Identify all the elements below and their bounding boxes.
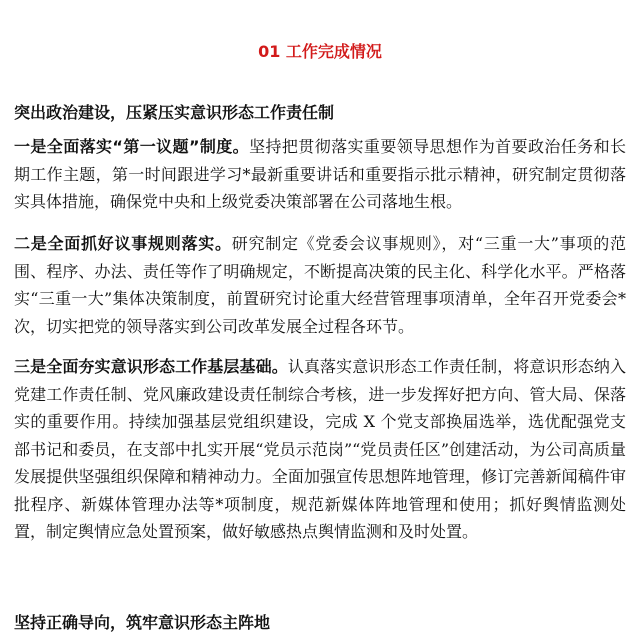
section-heading: 突出政治建设，压紧压实意识形态工作责任制 — [14, 103, 335, 122]
paragraph-lead: 一是全面落实“第一议题”制度。 — [14, 137, 250, 156]
paragraph — [14, 353, 626, 546]
page-title: 01 工作完成情况 — [258, 42, 382, 61]
paragraph-body: 坚持把贯彻落实重要领导思想作为首要政治任务和长期工作主题，第一时间跟进学习*最新重要讲话和重要指示批示精神，研究制定贯彻落实具体措施，确保党中央和上级党委决策部署在公司落地生根。 — [14, 137, 626, 211]
paragraph-lead: 三是全面夯实意识形态工作基层基础。 — [14, 357, 288, 376]
paragraph-body: 认真落实意识形态工作责任制，将意识形态纳入党建工作责任制、党风廉政建设责任制综合考核，进一步发挥好把方向、管大局、保落实的重要作用。持续加强基层党组织建设，完成 X 个党支部换届选举，选优配强党支部书记和委员，在支部中扎实开展“党员示范岗”“党员责任区”创建活动，为公司高质量发展提供坚强组织保障和精神动力。全面加强宣传思想阵地管理，修订完善新闻稿件审批程序、新媒体管理办法等*项制度，规范新媒体阵地管理和使用；抓好舆情监测处置，制定舆情应急处置预案，做好敏感热点舆情监测和及时处置。 — [14, 357, 626, 541]
paragraph — [14, 230, 626, 340]
paragraph-lead: 二是全面抓好议事规则落实。 — [14, 234, 232, 253]
section-heading: 坚持正确导向，筑牢意识形态主阵地 — [14, 613, 271, 632]
paragraph-body: 研究制定《党委会议事规则》，对“三重一大”事项的范围、程序、办法、责任等作了明确规定，不断提高决策的民主化、科学化水平。严格落实“三重一大”集体决策制度，前置研究讨论重大经营管理事项清单，全年召开党委会*次，切实把党的领导落实到公司改革发展全过程各环节。 — [14, 234, 626, 336]
paragraph — [14, 133, 626, 216]
